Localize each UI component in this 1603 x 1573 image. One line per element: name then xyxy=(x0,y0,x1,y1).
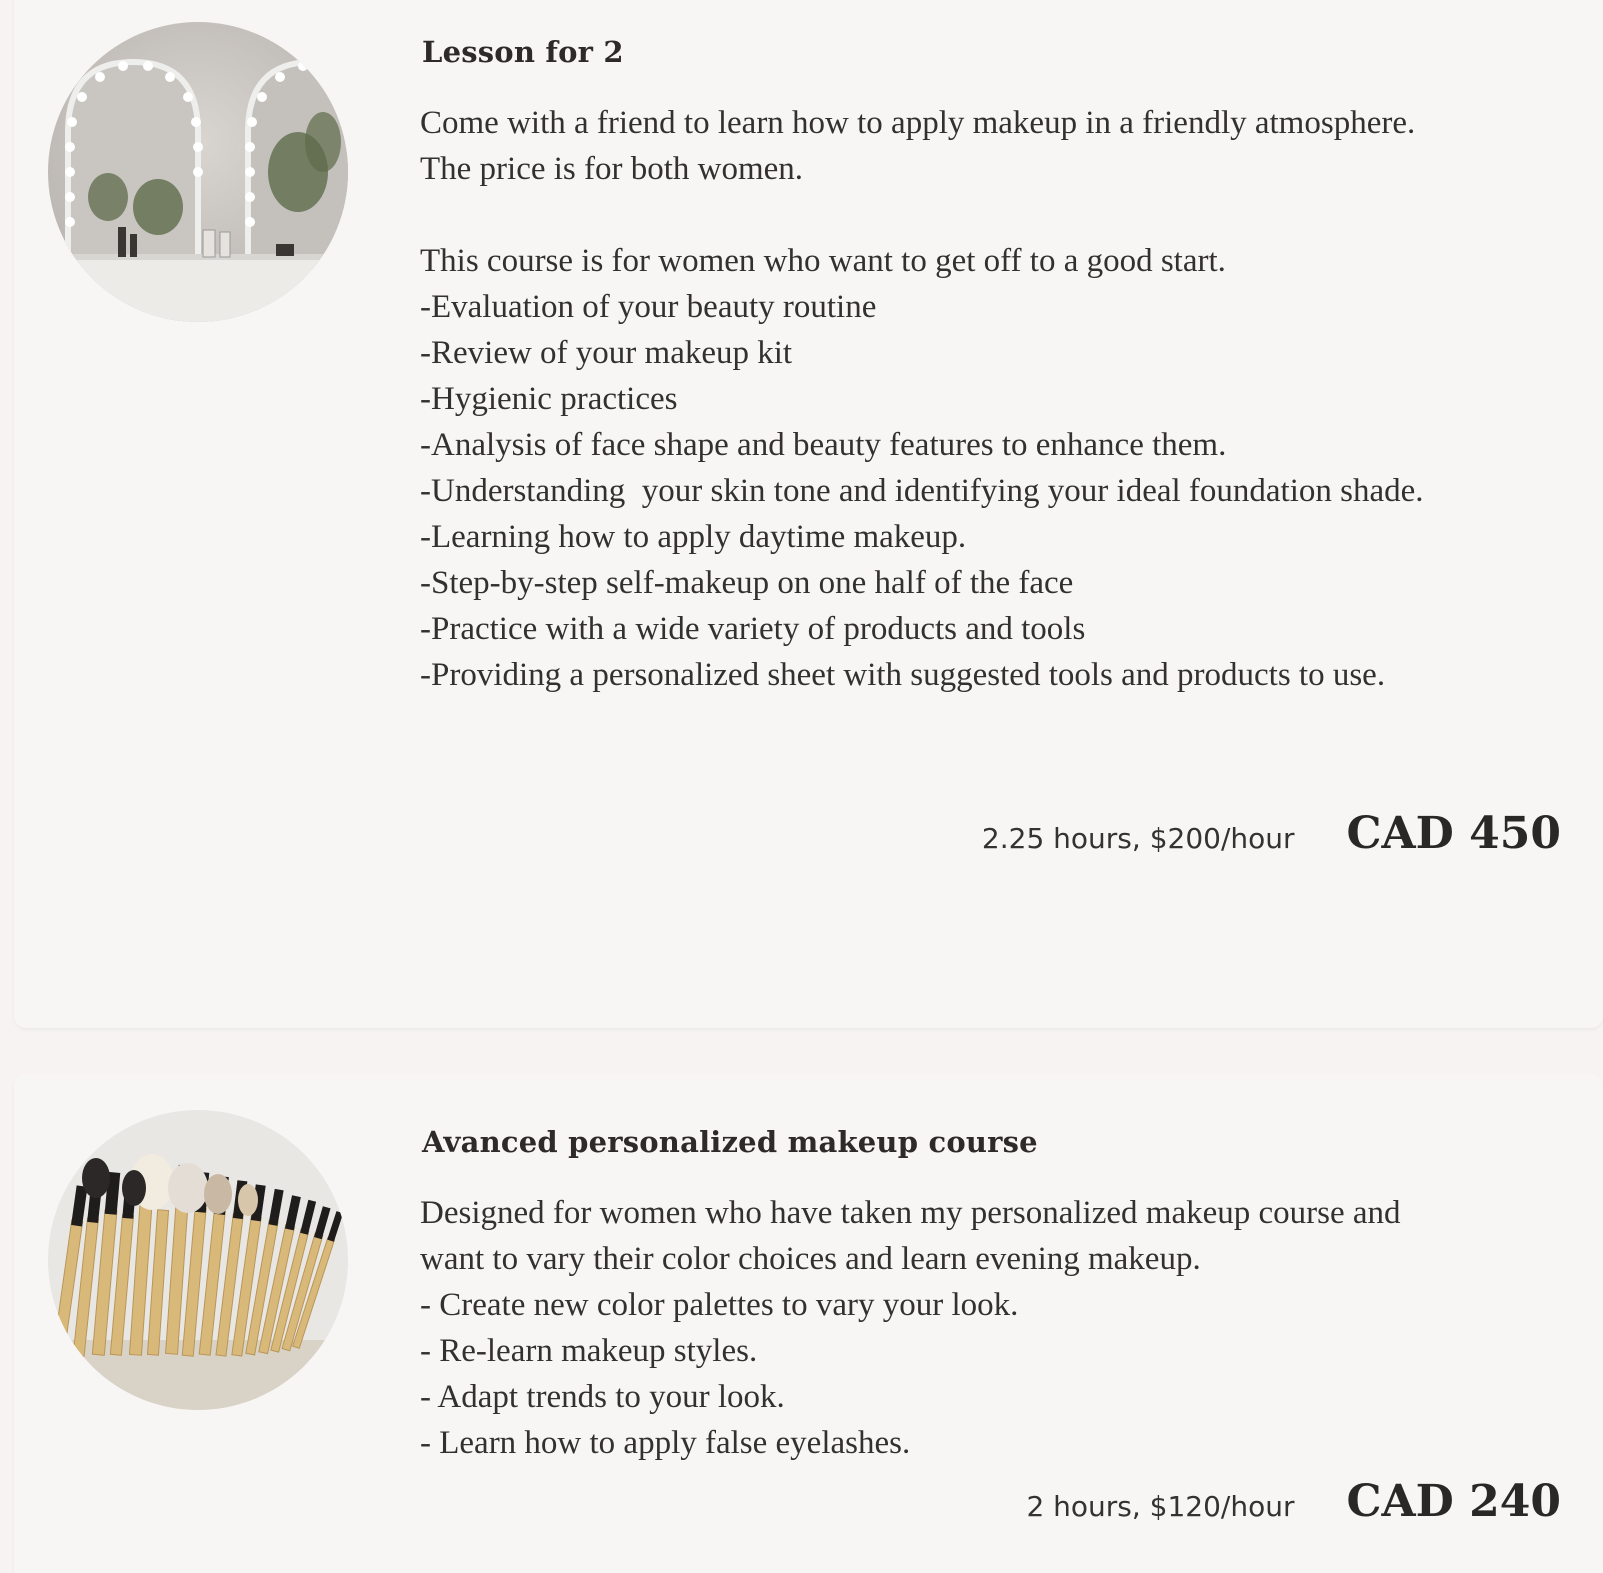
course-card[interactable] xyxy=(14,1074,1603,1573)
course-description: Designed for women who have taken my personalized makeup course and want to vary their color choices and learn evening makeup. - Create new color palettes to vary your look. - Re-learn makeup styles. - Adapt trends to your look. - Learn how to apply false eyelashes. xyxy=(420,1195,1401,1461)
course-title: Avanced personalized makeup course xyxy=(422,1125,1038,1159)
course-pricing xyxy=(982,808,1561,859)
course-card[interactable] xyxy=(14,0,1603,1028)
course-title: Lesson for 2 xyxy=(422,35,624,69)
course-rate: 2 hours, $120/hour xyxy=(1026,1490,1295,1523)
course-description: Come with a friend to learn how to apply makeup in a friendly atmosphere. The price is for both women. This course is for women who want to get off to a good start. -Evaluation of your beauty routine -Review of your makeup kit -Hygienic practices -Analysis of face shape and beauty features to enhance them. -Understanding your skin tone and identifying your ideal foundation shade. -Learning how to apply daytime makeup. -Step-by-step self-makeup on one half of the face -Practice with a wide variety of products and tools -Providing a personalized sheet with suggested tools and products to use. xyxy=(420,105,1424,693)
course-pricing xyxy=(1026,1476,1561,1527)
makeup-brushes-image xyxy=(48,1110,348,1410)
course-content xyxy=(420,1120,1430,1466)
course-rate: 2.25 hours, $200/hour xyxy=(981,822,1295,855)
course-price: CAD 450 xyxy=(1346,808,1561,859)
vanity-mirror-image xyxy=(48,22,348,322)
course-content xyxy=(420,30,1430,698)
course-price: CAD 240 xyxy=(1346,1476,1561,1527)
